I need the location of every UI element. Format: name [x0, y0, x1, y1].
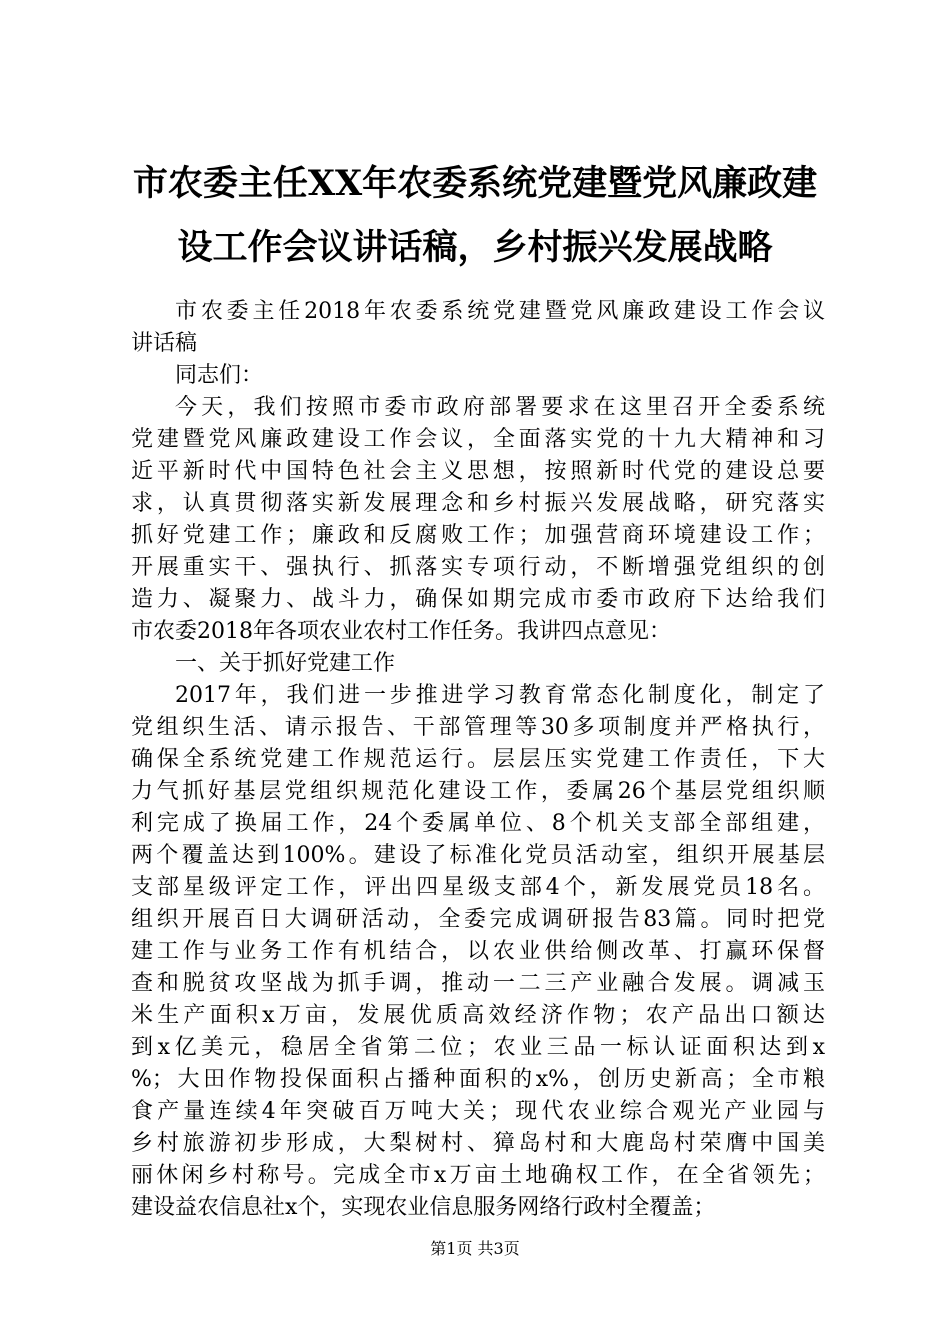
paragraph-line: 查和脱贫攻坚战为抓手调，推动一二三产业融合发展。调减玉 — [131, 971, 825, 996]
document-title-line-1: 市农委主任XX年农委系统党建暨党风廉政建 — [132, 163, 818, 204]
paragraph-line: 党建暨党风廉政建设工作会议，全面落实党的十九大精神和习 — [131, 427, 825, 452]
paragraph-line: 两个覆盖达到100%。建设了标准化党员活动室，组织开展基层 — [131, 843, 825, 868]
paragraph — [131, 648, 825, 680]
paragraph-line: 支部星级评定工作，评出四星级支部4个，新发展党员18名。 — [131, 875, 825, 900]
paragraph-line: 求，认真贯彻落实新发展理念和乡村振兴发展战略，研究落实 — [131, 491, 825, 516]
paragraph-line: 确保全系统党建工作规范运行。层层压实党建工作责任，下大 — [131, 747, 825, 772]
paragraph — [131, 360, 825, 392]
paragraph-line: 同志们： — [175, 363, 264, 388]
page-footer: 第1页 共3页 — [430, 1239, 520, 1258]
paragraph-line: %；大田作物投保面积占播种面积的x%，创历史新高；全市粮 — [131, 1067, 825, 1092]
paragraph-line: 开展重实干、强执行、抓落实专项行动，不断增强党组织的创 — [131, 555, 825, 580]
paragraph-line: 今天，我们按照市委市政府部署要求在这里召开全委系统 — [175, 395, 825, 420]
document-body — [131, 296, 825, 1224]
paragraph-line: 2017年，我们进一步推进学习教育常态化制度化，制定了 — [175, 683, 825, 708]
paragraph-line: 市农委2018年各项农业农村工作任务。我讲四点意见： — [131, 619, 671, 644]
document-title-line-2: 设工作会议讲话稿，乡村振兴发展战略 — [177, 227, 773, 268]
paragraph-line: 组织开展百日大调研活动，全委完成调研报告83篇。同时把党 — [131, 907, 825, 932]
paragraph-line: 丽休闲乡村称号。完成全市x万亩土地确权工作，在全省领先； — [131, 1163, 825, 1188]
paragraph-line: 建工作与业务工作有机结合，以农业供给侧改革、打赢环保督 — [131, 939, 825, 964]
paragraph — [131, 680, 825, 1224]
paragraph-line: 米生产面积x万亩，发展优质高效经济作物；农产品出口额达 — [131, 1003, 825, 1028]
paragraph — [131, 296, 825, 360]
paragraph — [131, 392, 825, 648]
paragraph-line: 力气抓好基层党组织规范化建设工作，委属26个基层党组织顺 — [131, 779, 825, 804]
paragraph-line: 乡村旅游初步形成，大梨树村、獐岛村和大鹿岛村荣膺中国美 — [131, 1131, 825, 1156]
paragraph-line: 食产量连续4年突破百万吨大关；现代农业综合观光产业园与 — [131, 1099, 825, 1124]
paragraph-line: 市农委主任2018年农委系统党建暨党风廉政建设工作会议 — [175, 299, 825, 324]
paragraph-line: 讲话稿 — [131, 331, 198, 356]
paragraph-line: 近平新时代中国特色社会主义思想，按照新时代党的建设总要 — [131, 459, 825, 484]
paragraph-line: 建设益农信息社x个，实现农业信息服务网络行政村全覆盖； — [131, 1195, 716, 1220]
paragraph-line: 一、关于抓好党建工作 — [175, 651, 396, 676]
paragraph-line: 利完成了换届工作，24个委属单位、8个机关支部全部组建， — [131, 811, 825, 836]
paragraph-line: 到x亿美元，稳居全省第二位；农业三品一标认证面积达到x — [131, 1035, 825, 1060]
paragraph-line: 党组织生活、请示报告、干部管理等30多项制度并严格执行， — [131, 715, 825, 740]
paragraph-line: 造力、凝聚力、战斗力，确保如期完成市委市政府下达给我们 — [131, 587, 825, 612]
paragraph-line: 抓好党建工作；廉政和反腐败工作；加强营商环境建设工作； — [131, 523, 825, 548]
